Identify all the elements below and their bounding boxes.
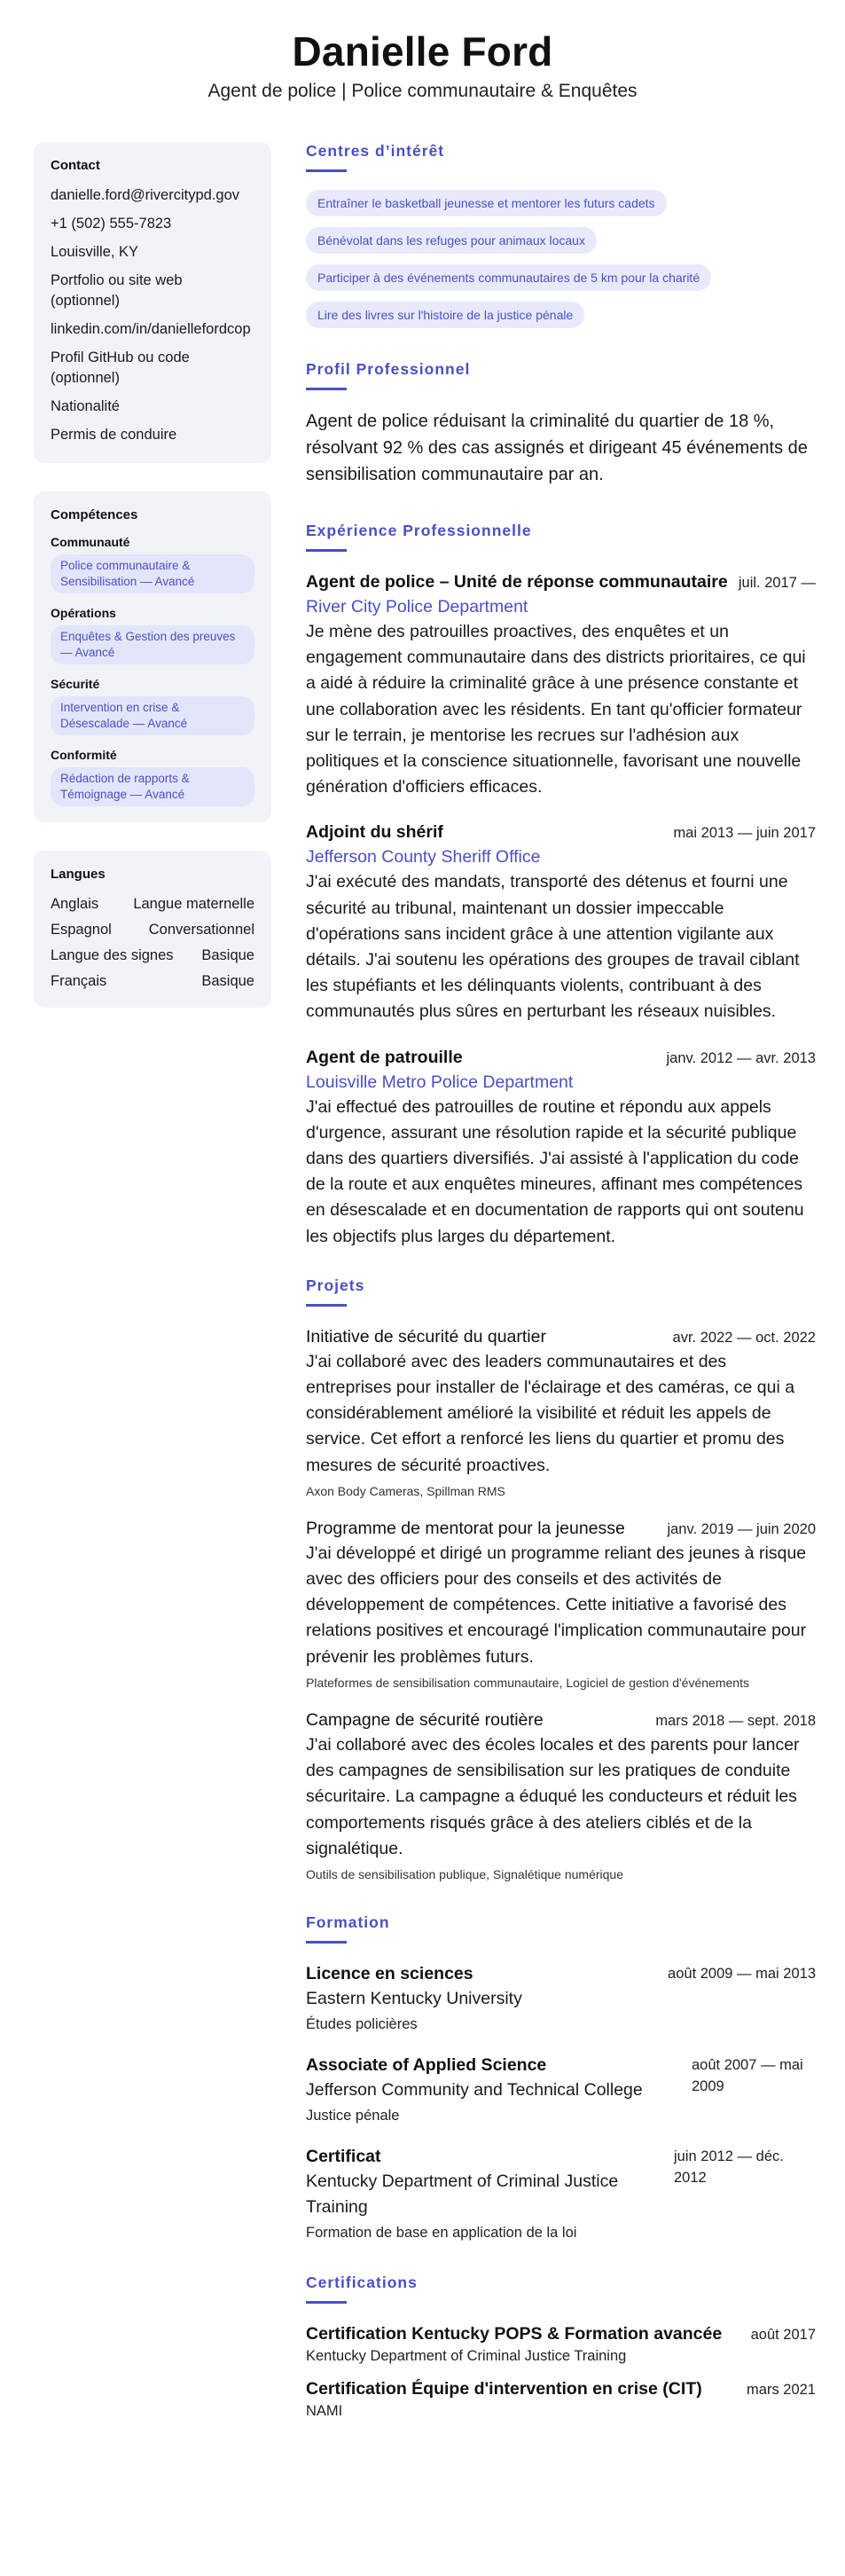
skill-group bbox=[51, 748, 254, 806]
skill-category: Sécurité bbox=[51, 677, 100, 691]
contact-github[interactable]: Profil GitHub ou code (optionnel) bbox=[51, 349, 190, 386]
section-rule bbox=[306, 1941, 347, 1944]
profile-text: Agent de police réduisant la criminalité du quartier de 18 %, résolvant 92 % des cas assignés et dirigeant 45 événements de sensibilisation communautaire par an. bbox=[306, 412, 808, 484]
job-description: J'ai exécuté des mandats, transporté des détenus et fourni une sécurité au tribunal, maintenant un dossier impeccable d'opérations sans incident grâce à une attention vigilante aux détails. J'ai soutenu les opérations des groupes de travail ciblant les stupéfiants et les délinquants violents, contribuant à des communautés plus sûres en perturbant les réseaux nuisibles. bbox=[306, 872, 800, 1022]
resume-header bbox=[0, 27, 845, 105]
job-description: J'ai effectué des patrouilles de routine et répondu aux appels d'urgence, assurant une résolution rapide et la sécurité publique dans des quartiers diversifiés. J'ai assisté à l'application du code de la route et aux enquêtes mineures, affinant mes compétences en désescalade et en documentation de rapports qui ont soutenu les objectifs plus larges du département. bbox=[306, 1096, 804, 1246]
certification-name: Certification Équipe d'intervention en crise (CIT) bbox=[306, 2378, 702, 2399]
degree-name: Certificat bbox=[306, 2146, 381, 2166]
project-tech: Outils de sensibilisation publique, Signalétique numérique bbox=[306, 1866, 624, 1881]
skill-pill: Intervention en crise & Désescalade — Avancé bbox=[51, 696, 254, 735]
certifications-section bbox=[306, 2274, 816, 2421]
education-section bbox=[306, 1913, 816, 2243]
skill-pill: Enquêtes & Gestion des preuves — Avancé bbox=[51, 625, 254, 664]
contact-title: Contact bbox=[51, 158, 100, 173]
degree-name: Associate of Applied Science bbox=[306, 2054, 547, 2075]
language-row bbox=[51, 894, 254, 915]
experience-entry bbox=[306, 569, 816, 800]
interests-title: Centres d’intérêt bbox=[306, 142, 445, 160]
skill-category: Conformité bbox=[51, 748, 117, 762]
contact-license: Permis de conduire bbox=[51, 427, 177, 443]
skill-pill: Police communautaire & Sensibilisation — Avancé bbox=[51, 554, 254, 593]
project-entry bbox=[306, 1324, 816, 1500]
job-organization: Jefferson County Sheriff Office bbox=[306, 847, 541, 868]
contact-portfolio[interactable]: Portfolio ou site web (optionnel) bbox=[51, 272, 183, 309]
language-level: Basique bbox=[201, 973, 254, 989]
project-date: avr. 2022 — oct. 2022 bbox=[672, 1329, 816, 1346]
main-content bbox=[306, 142, 816, 2431]
project-description: J'ai développé et dirigé un programme reliant des jeunes à risque avec des officiers pour des conseils et des activités de développement de compétences. Cette initiative a favorisé des relations positives et encouragé l'implication communautaire pour prévenir les problèmes futurs. bbox=[306, 1543, 807, 1667]
interest-pill: Entraîner le basketball jeunesse et mentorer les futurs cadets bbox=[306, 190, 667, 216]
section-rule bbox=[306, 388, 347, 390]
education-field: Formation de base en application de la loi bbox=[306, 2224, 577, 2241]
languages-title: Langues bbox=[51, 867, 106, 882]
language-row bbox=[51, 971, 254, 992]
certification-issuer: NAMI bbox=[306, 2402, 343, 2419]
job-title: Adjoint du shérif bbox=[306, 822, 443, 843]
job-date: juil. 2017 — bbox=[738, 575, 816, 591]
skills-card bbox=[34, 491, 271, 822]
job-date: mai 2013 — juin 2017 bbox=[673, 825, 816, 842]
projects-title: Projets bbox=[306, 1276, 365, 1294]
experience-title: Expérience Professionnelle bbox=[306, 522, 532, 539]
contact-phone[interactable]: +1 (502) 555-7823 bbox=[51, 216, 172, 232]
certification-entry bbox=[306, 2376, 816, 2421]
education-field: Études policières bbox=[306, 2015, 418, 2032]
contact-card bbox=[34, 142, 271, 463]
education-date: août 2009 — mai 2013 bbox=[668, 1965, 816, 1982]
certification-entry bbox=[306, 2321, 816, 2366]
project-date: mars 2018 — sept. 2018 bbox=[655, 1712, 816, 1729]
language-level: Langue maternelle bbox=[133, 896, 254, 912]
project-date: janv. 2019 — juin 2020 bbox=[667, 1520, 816, 1537]
skill-group bbox=[51, 677, 254, 748]
interests-section bbox=[306, 142, 816, 339]
profile-section bbox=[306, 360, 816, 488]
skill-group bbox=[51, 606, 254, 677]
experience-section bbox=[306, 522, 816, 1250]
education-entry bbox=[306, 2053, 816, 2126]
degree-name: Licence en sciences bbox=[306, 1963, 473, 1983]
education-date: juin 2012 — déc. 2012 bbox=[674, 2148, 784, 2186]
skill-group bbox=[51, 535, 254, 606]
institution-name: Eastern Kentucky University bbox=[306, 1988, 522, 2008]
language-row bbox=[51, 920, 254, 940]
project-name: Campagne de sécurité routière bbox=[306, 1709, 544, 1730]
project-entry bbox=[306, 1708, 816, 1883]
skill-category: Communauté bbox=[51, 535, 130, 549]
project-tech: Plateformes de sensibilisation communautaire, Logiciel de gestion d'événements bbox=[306, 1675, 749, 1690]
institution-name: Jefferson Community and Technical College bbox=[306, 2079, 643, 2100]
job-title: Agent de police – Unité de réponse communautaire bbox=[306, 572, 728, 592]
contact-linkedin[interactable]: linkedin.com/in/daniellefordcop bbox=[51, 321, 251, 337]
education-date: août 2007 — mai 2009 bbox=[692, 2056, 803, 2094]
certification-date: août 2017 bbox=[750, 2326, 816, 2343]
section-rule bbox=[306, 549, 347, 552]
skills-title: Compétences bbox=[51, 507, 138, 522]
experience-entry bbox=[306, 820, 816, 1025]
section-rule bbox=[306, 2301, 347, 2304]
contact-location: Louisville, KY bbox=[51, 244, 139, 260]
institution-name: Kentucky Department of Criminal Justice Training bbox=[306, 2171, 619, 2217]
education-title: Formation bbox=[306, 1912, 390, 1931]
job-date: janv. 2012 — avr. 2013 bbox=[666, 1049, 816, 1066]
project-name: Initiative de sécurité du quartier bbox=[306, 1326, 546, 1347]
profile-title: Profil Professionnel bbox=[306, 360, 471, 378]
language-level: Conversationnel bbox=[148, 922, 254, 938]
language-row bbox=[51, 946, 254, 966]
interest-pill: Participer à des événements communautaires de 5 km pour la charité bbox=[306, 264, 711, 291]
language-name: Anglais bbox=[51, 896, 99, 912]
sidebar bbox=[34, 142, 271, 1036]
project-entry bbox=[306, 1516, 816, 1692]
job-description: Je mène des patrouilles proactives, des enquêtes et un engagement communautaire dans des districts prioritaires, ce qui a aidé à réduire la criminalité grâce à une présence constante et une collaboration avec les résidents. En tant qu'officier formateur sur le terrain, je mentorise les recrues sur l'adhésion aux politiques et la conscience situationnelle, favorisant une nouvelle génération d'officiers efficaces. bbox=[306, 622, 806, 797]
certification-name: Certification Kentucky POPS & Formation avancée bbox=[306, 2323, 723, 2344]
candidate-subtitle: Agent de police | Police communautaire & Enquêtes bbox=[207, 81, 638, 101]
languages-card bbox=[34, 851, 271, 1008]
experience-entry bbox=[306, 1045, 816, 1250]
project-name: Programme de mentorat pour la jeunesse bbox=[306, 1518, 625, 1538]
contact-email[interactable]: danielle.ford@rivercitypd.gov bbox=[51, 187, 240, 203]
job-title: Agent de patrouille bbox=[306, 1047, 463, 1067]
project-description: J'ai collaboré avec des leaders communautaires et des entreprises pour installer de l'éclairage et des caméras, ce qui a considérablement amélioré la visibilité et réduit les appels de service. Cet effort a renforcé les liens du quartier et promu des mesures de sécurité proactives. bbox=[306, 1351, 795, 1475]
interest-pill: Bénévolat dans les refuges pour animaux locaux bbox=[306, 227, 597, 254]
education-entry bbox=[306, 2144, 816, 2243]
certification-date: mars 2021 bbox=[747, 2381, 816, 2398]
education-entry bbox=[306, 1961, 816, 2035]
projects-section bbox=[306, 1276, 816, 1883]
certifications-title: Certifications bbox=[306, 2273, 418, 2291]
language-name: Langue des signes bbox=[51, 947, 174, 963]
language-name: Français bbox=[51, 973, 107, 989]
interest-pill: Lire des livres sur l'histoire de la justice pénale bbox=[306, 302, 584, 328]
project-description: J'ai collaboré avec des écoles locales et des parents pour lancer des campagnes de sensibilisation sur les pratiques de conduite sécuritaire. La campagne a éduqué les conducteurs et réduit les comportements risqués grâce à des ateliers ciblés et de la signalétique. bbox=[306, 1734, 800, 1858]
project-tech: Axon Body Cameras, Spillman RMS bbox=[306, 1483, 505, 1498]
certification-issuer: Kentucky Department of Criminal Justice Training bbox=[306, 2347, 627, 2364]
candidate-name: Danielle Ford bbox=[292, 28, 553, 75]
language-level: Basique bbox=[201, 947, 254, 963]
job-organization: River City Police Department bbox=[306, 597, 528, 617]
section-rule bbox=[306, 169, 347, 172]
section-rule bbox=[306, 1304, 347, 1307]
language-name: Espagnol bbox=[51, 922, 112, 938]
education-field: Justice pénale bbox=[306, 2107, 400, 2124]
skill-category: Opérations bbox=[51, 606, 116, 620]
contact-nationality: Nationalité bbox=[51, 398, 120, 414]
skill-pill: Rédaction de rapports & Témoignage — Avancé bbox=[51, 767, 254, 806]
job-organization: Louisville Metro Police Department bbox=[306, 1072, 574, 1092]
